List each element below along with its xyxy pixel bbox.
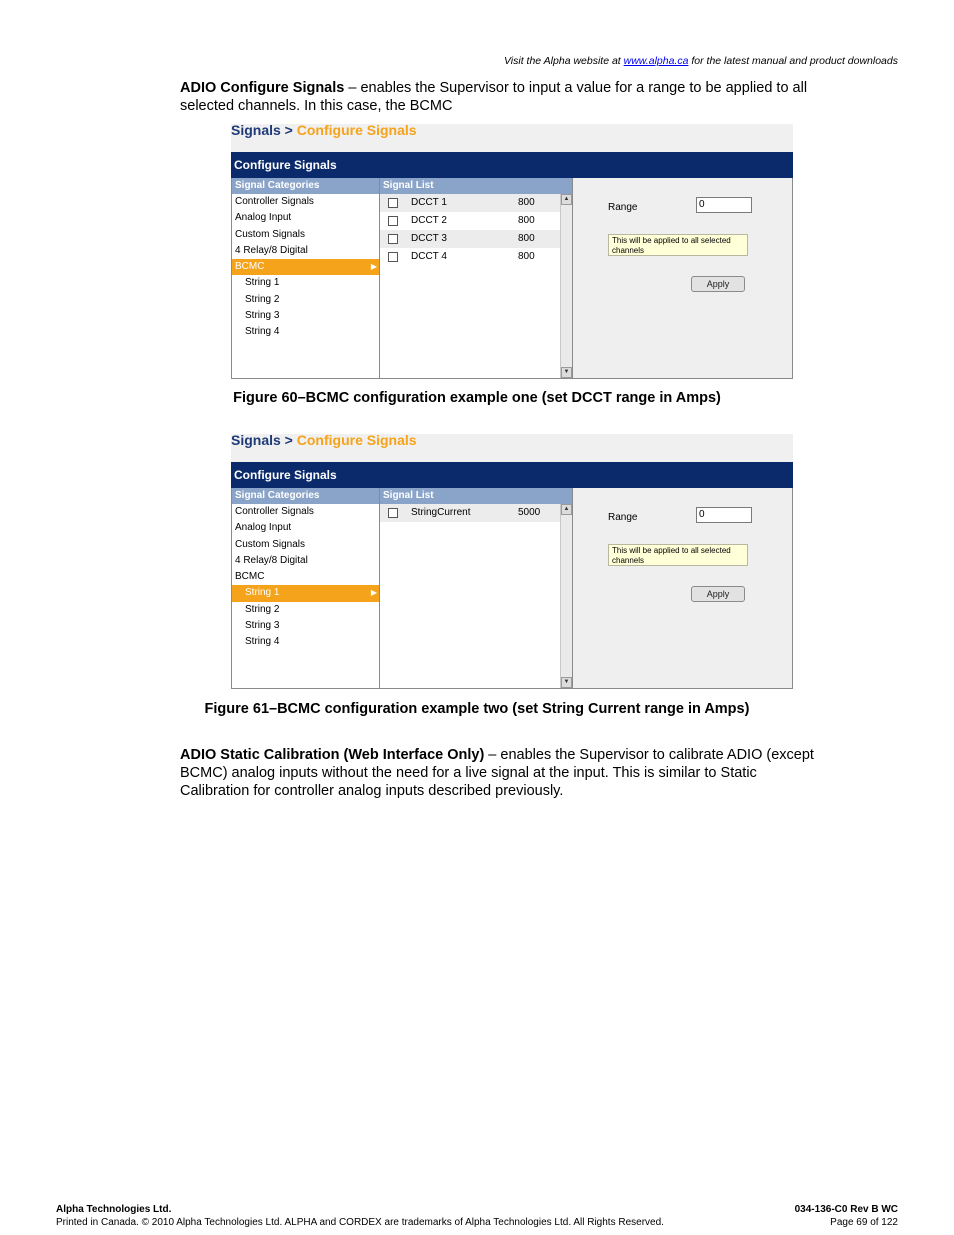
- figure-61-screenshot: [231, 434, 793, 690]
- footer-copyright: Printed in Canada. © 2010 Alpha Technologies Ltd. ALPHA and CORDEX are trademarks of Alpha Technologies Ltd. All Rights Reserved.: [56, 1217, 664, 1228]
- category-relay-digital[interactable]: 4 Relay/8 Digital: [235, 554, 308, 566]
- category-string-4[interactable]: String 4: [245, 326, 280, 338]
- footer-company: Alpha Technologies Ltd.: [56, 1204, 172, 1215]
- range-tooltip: This will be applied to all selected channels: [608, 234, 748, 256]
- footer-page-number: Page 69 of 122: [830, 1217, 898, 1228]
- static-calibration-text: – enables the Supervisor to calibrate ADIO (except BCMC) analog inputs without the need for a live signal at the input. This is similar to Static Calibration for controller analog inputs described previously.: [180, 747, 814, 799]
- signal-name: StringCurrent: [411, 507, 471, 518]
- alpha-website-link[interactable]: www.alpha.ca: [623, 55, 689, 67]
- header-note-pre: Visit the Alpha website at: [503, 55, 624, 67]
- signal-value: 800: [518, 233, 535, 244]
- signal-name: DCCT 2: [411, 215, 447, 226]
- signal-list-column: [380, 178, 573, 378]
- signal-rows: [380, 504, 560, 522]
- signal-list-scrollbar[interactable]: [560, 504, 572, 688]
- breadcrumb-signals[interactable]: Signals: [231, 432, 281, 448]
- panel-title: Configure Signals: [231, 152, 793, 178]
- checkbox[interactable]: [388, 216, 398, 226]
- panel-body: [231, 488, 793, 689]
- category-string-3[interactable]: String 3: [245, 620, 280, 632]
- category-bcmc-label: BCMC: [235, 261, 265, 273]
- signal-value: 800: [518, 197, 535, 208]
- panel-title: Configure Signals: [231, 462, 793, 488]
- signal-rows: [380, 194, 560, 266]
- category-analog-input[interactable]: Analog Input: [235, 212, 292, 224]
- static-calibration-paragraph: [180, 746, 830, 800]
- range-input[interactable]: [696, 507, 752, 523]
- category-bcmc[interactable]: BCMC: [235, 571, 265, 583]
- figure-60-caption: Figure 60–BCMC configuration example one (set DCCT range in Amps): [233, 390, 721, 406]
- category-string-4[interactable]: String 4: [245, 636, 280, 648]
- signal-value: 800: [518, 251, 535, 262]
- static-calibration-heading: ADIO Static Calibration (Web Interface Only): [180, 747, 485, 763]
- scroll-down-icon[interactable]: ▼: [561, 367, 572, 378]
- breadcrumb-signals[interactable]: Signals: [231, 122, 281, 138]
- signal-list-header: Signal List: [380, 488, 572, 504]
- range-label: Range: [608, 202, 638, 213]
- signal-categories-header: Signal Categories: [232, 488, 379, 504]
- header-note-post: for the latest manual and product downloads: [688, 55, 898, 67]
- signal-row[interactable]: [380, 212, 560, 230]
- footer-doc-id: 034-136-C0 Rev B WC: [794, 1204, 898, 1215]
- signal-list-column: [380, 488, 573, 688]
- breadcrumb-configure-signals: Configure Signals: [296, 432, 417, 448]
- signal-categories-column: [232, 178, 380, 378]
- range-label: Range: [608, 512, 638, 523]
- category-bcmc[interactable]: [232, 259, 379, 275]
- checkbox[interactable]: [388, 252, 398, 262]
- breadcrumb: [231, 124, 793, 152]
- category-string-2[interactable]: String 2: [245, 603, 280, 615]
- signal-row[interactable]: [380, 230, 560, 248]
- category-custom-signals[interactable]: Custom Signals: [235, 538, 306, 550]
- scroll-down-icon[interactable]: ▼: [561, 677, 572, 688]
- header-note: [504, 55, 898, 67]
- signal-categories-column: [232, 488, 380, 688]
- figure-60-screenshot: [231, 124, 793, 380]
- scroll-up-icon[interactable]: ▲: [561, 194, 572, 205]
- range-tooltip: This will be applied to all selected channels: [608, 544, 748, 566]
- breadcrumb-separator: >: [280, 432, 297, 448]
- signal-name: DCCT 4: [411, 251, 447, 262]
- scroll-up-icon[interactable]: ▲: [561, 504, 572, 515]
- category-relay-digital[interactable]: 4 Relay/8 Digital: [235, 244, 308, 256]
- category-custom-signals[interactable]: Custom Signals: [235, 228, 306, 240]
- apply-button[interactable]: Apply: [691, 276, 745, 292]
- signal-row[interactable]: [380, 248, 560, 266]
- range-panel: [573, 488, 792, 688]
- signal-list-scrollbar[interactable]: [560, 194, 572, 378]
- apply-button[interactable]: Apply: [691, 586, 745, 602]
- signal-row[interactable]: [380, 194, 560, 212]
- category-analog-input[interactable]: Analog Input: [235, 522, 292, 534]
- triangle-right-icon: ▶: [370, 588, 377, 598]
- category-controller-signals[interactable]: Controller Signals: [235, 506, 314, 517]
- triangle-right-icon: ▶: [370, 262, 377, 272]
- signal-name: DCCT 3: [411, 233, 447, 244]
- breadcrumb-separator: >: [280, 122, 297, 138]
- signal-list-header: Signal List: [380, 178, 572, 194]
- range-input[interactable]: [696, 197, 752, 213]
- category-string-1[interactable]: String 1: [245, 277, 280, 289]
- breadcrumb: [231, 434, 793, 462]
- signal-value: 5000: [518, 507, 541, 518]
- panel-body: [231, 178, 793, 379]
- signal-row[interactable]: [380, 504, 560, 522]
- checkbox[interactable]: [388, 198, 398, 208]
- checkbox[interactable]: [388, 234, 398, 244]
- signal-name: DCCT 1: [411, 197, 447, 208]
- category-string-1-label: String 1: [245, 587, 280, 599]
- signal-categories-header: Signal Categories: [232, 178, 379, 194]
- configure-signals-text: – enables the Supervisor to input a value for a range to be applied to all selected channels. In this case, the BCMC: [180, 80, 808, 114]
- configure-signals-heading: ADIO Configure Signals: [180, 80, 345, 96]
- configure-signals-paragraph: [180, 79, 830, 115]
- category-string-1[interactable]: [232, 585, 379, 601]
- figure-61-caption: Figure 61–BCMC configuration example two (set String Current range in Amps): [204, 701, 750, 717]
- category-string-2[interactable]: String 2: [245, 293, 280, 305]
- breadcrumb-configure-signals: Configure Signals: [296, 122, 417, 138]
- range-panel: [573, 178, 792, 378]
- category-string-3[interactable]: String 3: [245, 310, 280, 322]
- checkbox[interactable]: [388, 508, 398, 518]
- signal-value: 800: [518, 215, 535, 226]
- category-controller-signals[interactable]: Controller Signals: [235, 196, 314, 207]
